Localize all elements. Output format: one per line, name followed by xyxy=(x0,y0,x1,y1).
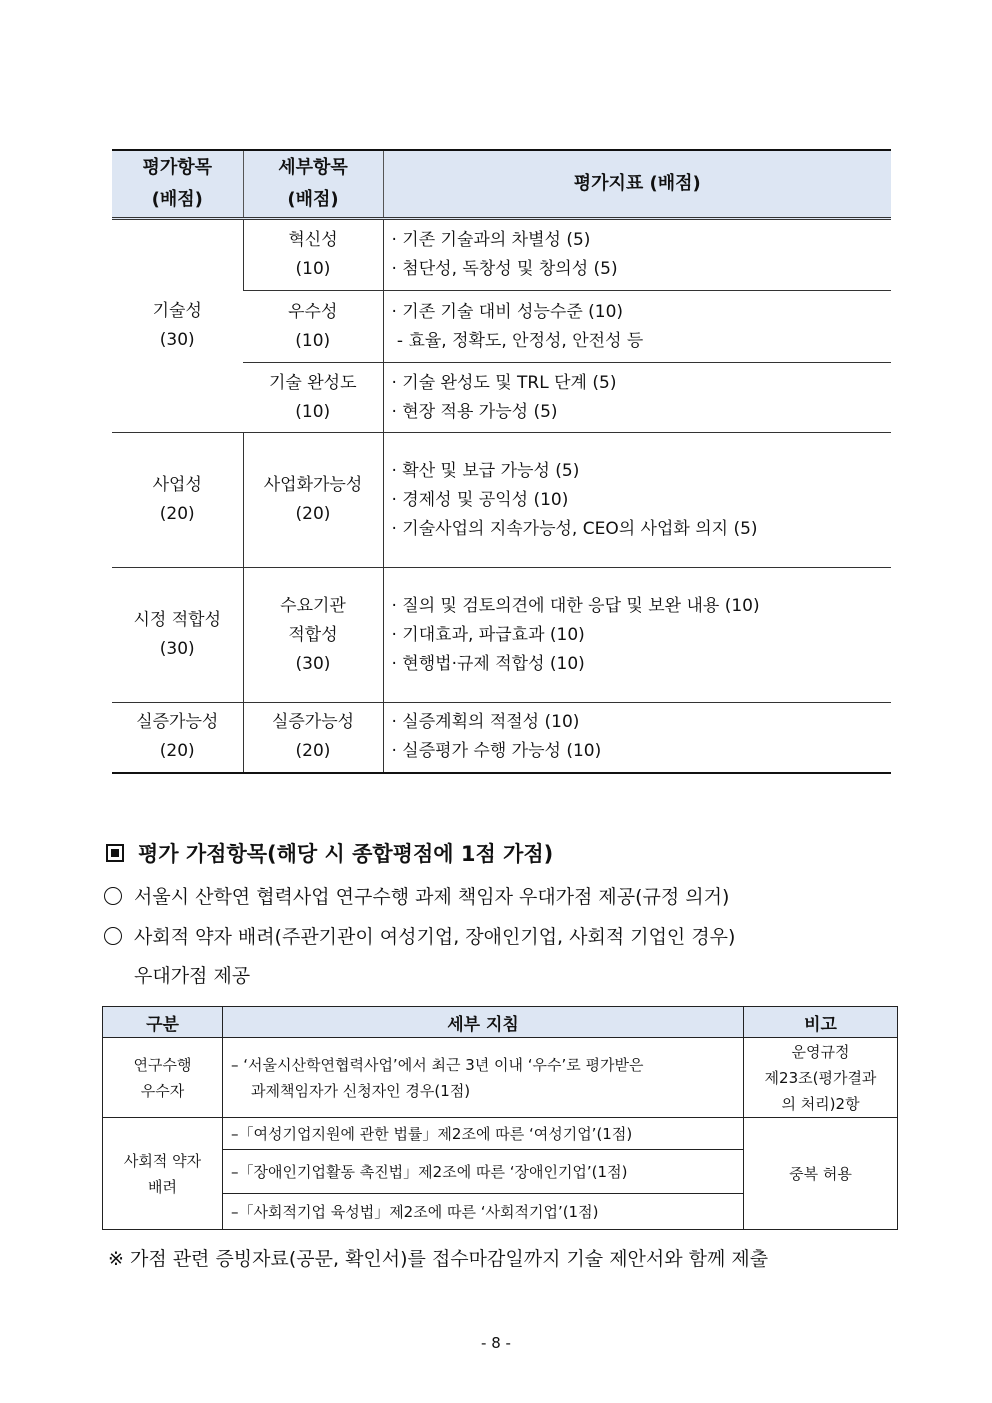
remark-cell: 중복 허용 xyxy=(744,1118,898,1230)
category-label: 시정 적합성 xyxy=(133,610,221,630)
sub-label: 기술 완성도 xyxy=(268,372,357,393)
category-score: (20) xyxy=(159,504,195,524)
bonus-item-text: 서울시 산학연 협력사업 연구수행 과제 책임자 우대가점 제공(규정 의거) xyxy=(134,886,730,908)
remark-cell xyxy=(744,1038,898,1118)
sub-cell xyxy=(243,703,383,773)
indicator-line: · 기존 기술 대비 성능수준 (10) xyxy=(391,301,624,322)
sub-label: 우수성 xyxy=(288,301,338,322)
section-title-text: 평가 가점항목(해당 시 종합평점에 1점 가점) xyxy=(138,842,554,866)
page-number: - 8 - xyxy=(481,1334,511,1352)
indicator-line: · 기술 완성도 및 TRL 단계 (5) xyxy=(391,372,617,393)
bonus-table xyxy=(102,1006,898,1230)
division-line: 배려 xyxy=(148,1177,177,1196)
indicator-cell xyxy=(383,433,891,568)
bonus-item xyxy=(104,882,729,909)
evaluation-table xyxy=(112,149,891,774)
category-cell xyxy=(112,703,243,773)
header-line: 평가항목 xyxy=(142,157,213,178)
header-division: 구분 xyxy=(103,1007,223,1038)
header-sub xyxy=(243,150,383,219)
category-cell xyxy=(112,568,243,703)
bonus-item-continued: 우대가점 제공 xyxy=(134,965,251,987)
category-score: (30) xyxy=(159,330,195,350)
detail-cell: –「여성기업지원에 관한 법률」제2조에 따른 ‘여성기업’(1점) xyxy=(223,1118,744,1150)
indicator-line: · 경제성 및 공익성 (10) xyxy=(391,489,569,510)
division-line: 연구수행 xyxy=(133,1055,192,1074)
category-label: 기술성 xyxy=(152,301,202,321)
indicator-line: · 첨단성, 독창성 및 창의성 (5) xyxy=(391,259,618,279)
table-row xyxy=(112,703,891,773)
category-cell xyxy=(112,219,243,433)
indicator-line: · 실증계획의 적절성 (10) xyxy=(391,712,580,733)
sub-score: (10) xyxy=(295,259,331,279)
table-header-row xyxy=(103,1007,898,1038)
detail-line: 과제책임자가 신청자인 경우(1점) xyxy=(251,1081,471,1100)
bonus-item-text: 사회적 약자 배려(주관기관이 여성기업, 장애인기업, 사회적 기업인 경우) xyxy=(134,926,736,948)
category-cell xyxy=(112,433,243,568)
remark-line: 운영규정 xyxy=(791,1042,850,1061)
indicator-line: · 실증평가 수행 가능성 (10) xyxy=(391,741,602,762)
category-score: (20) xyxy=(159,741,195,762)
section-title xyxy=(106,838,553,868)
detail-cell xyxy=(223,1038,744,1118)
indicator-line: · 질의 및 검토의견에 대한 응답 및 보완 내용 (10) xyxy=(391,595,760,616)
category-label: 실증가능성 xyxy=(136,712,219,733)
detail-line: – ‘서울시산학연협력사업’에서 최근 3년 이내 ‘우수’로 평가받은 xyxy=(231,1055,644,1074)
detail-cell: –「사회적기업 육성법」제2조에 따른 ‘사회적기업’(1점) xyxy=(223,1194,744,1230)
division-line: 우수자 xyxy=(140,1081,185,1100)
sub-label: 적합성 xyxy=(288,624,338,645)
header-category xyxy=(112,150,243,219)
sub-score: (20) xyxy=(295,504,331,524)
header-indicator: 평가지표 (배점) xyxy=(383,150,891,219)
header-remark: 비고 xyxy=(744,1007,898,1038)
sub-score: (30) xyxy=(295,653,331,674)
indicator-cell xyxy=(383,568,891,703)
table-row xyxy=(103,1118,898,1150)
indicator-line: - 효율, 정확도, 안정성, 안전성 등 xyxy=(391,330,644,351)
sub-cell xyxy=(243,219,383,291)
indicator-line: · 현장 적용 가능성 (5) xyxy=(391,401,558,422)
category-score: (30) xyxy=(159,639,195,659)
sub-score: (10) xyxy=(295,401,331,422)
indicator-cell xyxy=(383,219,891,291)
circle-bullet-icon xyxy=(104,927,122,945)
sub-cell xyxy=(243,433,383,568)
indicator-line: · 현행법·규제 적합성 (10) xyxy=(391,653,585,674)
bonus-item xyxy=(104,922,735,949)
sub-label: 혁신성 xyxy=(288,230,338,250)
circle-bullet-icon xyxy=(104,887,122,905)
division-cell xyxy=(103,1118,223,1230)
table-row xyxy=(112,568,891,703)
table-row xyxy=(103,1038,898,1118)
indicator-line: · 확산 및 보급 가능성 (5) xyxy=(391,460,580,481)
sub-label: 사업화가능성 xyxy=(263,475,363,495)
division-cell xyxy=(103,1038,223,1118)
sub-label: 실증가능성 xyxy=(271,712,355,733)
indicator-cell xyxy=(383,703,891,773)
indicator-line: · 기존 기술과의 차별성 (5) xyxy=(391,230,591,250)
category-label: 사업성 xyxy=(152,475,202,495)
remark-line: 의 처리)2항 xyxy=(781,1094,860,1113)
detail-cell: –「장애인기업활동 촉진법」제2조에 따른 ‘장애인기업’(1점) xyxy=(223,1150,744,1194)
header-detail: 세부 지침 xyxy=(223,1007,744,1038)
indicator-line: · 기술사업의 지속가능성, CEO의 사업화 의지 (5) xyxy=(391,518,758,539)
table-header-row xyxy=(112,150,891,219)
indicator-line: · 기대효과, 파급효과 (10) xyxy=(391,624,585,645)
indicator-cell xyxy=(383,291,891,363)
sub-label: 수요기관 xyxy=(280,595,346,616)
division-line: 사회적 약자 xyxy=(123,1151,202,1170)
header-line: (배점) xyxy=(287,189,339,210)
table-row xyxy=(112,433,891,568)
sub-score: (10) xyxy=(295,330,331,351)
header-line: (배점) xyxy=(151,189,203,210)
remark-line: 제23조(평가결과 xyxy=(764,1068,877,1087)
indicator-cell xyxy=(383,363,891,433)
footnote: ※ 가점 관련 증빙자료(공문, 확인서)를 접수마감일까지 기술 제안서와 함께 제출 xyxy=(108,1248,769,1270)
sub-cell xyxy=(243,568,383,703)
header-line: 세부항목 xyxy=(278,157,348,178)
filled-square-icon xyxy=(106,844,124,862)
sub-cell xyxy=(243,291,383,363)
sub-score: (20) xyxy=(295,741,331,762)
table-row xyxy=(112,219,891,291)
sub-cell xyxy=(243,363,383,433)
